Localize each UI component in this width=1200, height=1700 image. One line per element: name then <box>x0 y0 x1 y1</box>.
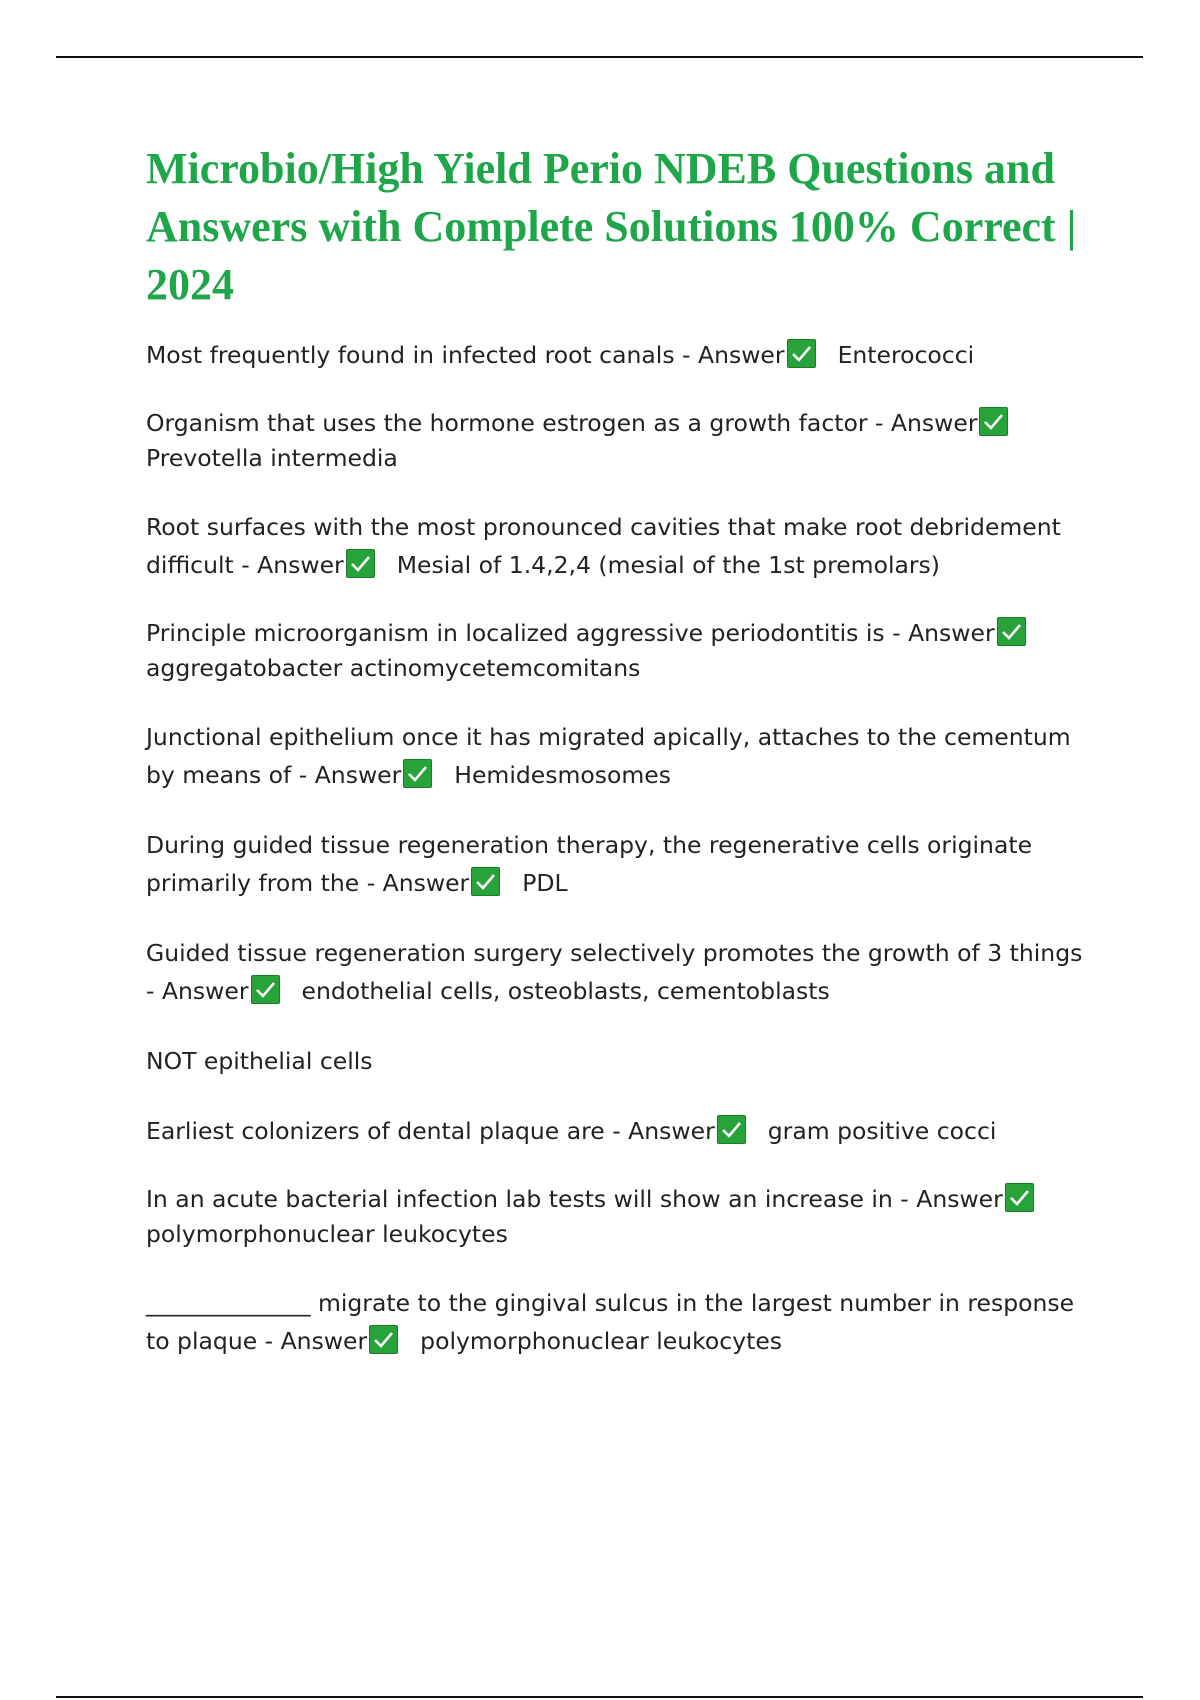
answer-text: Hemidesmosomes <box>454 761 671 789</box>
answer-text: aggregatobacter actinomycetemcomitans <box>146 654 641 682</box>
answer-label: Answer <box>257 551 344 579</box>
question-text: In an acute bacterial infection lab tests will show an increase in - <box>146 1185 917 1213</box>
qa-item <box>146 336 1096 374</box>
answer-label: Answer <box>890 409 978 437</box>
answer-text: PDL <box>522 869 568 897</box>
qa-item <box>146 1112 1096 1150</box>
qa-item <box>146 406 1096 476</box>
question-text: ______________ migrate to the gingival sulcus in the largest number in response to plaque - <box>146 1289 1075 1355</box>
question-text: Most frequently found in infected root canals - <box>146 341 698 369</box>
question-text: Junctional epithelium once it has migrated apically, attaches to the cementum by means of - <box>146 723 1071 789</box>
answer-label: Answer <box>382 869 470 897</box>
qa-item <box>146 718 1096 794</box>
qa-item <box>146 934 1096 1010</box>
check-mark-icon <box>346 549 375 578</box>
question-text: Organism that uses the hormone estrogen as a growth factor - <box>146 409 891 437</box>
check-mark-icon <box>403 759 432 788</box>
answer-text: polymorphonuclear leukocytes <box>420 1327 783 1355</box>
question-text: Guided tissue regeneration surgery selectively promotes the growth of 3 things - <box>146 939 1083 1005</box>
qa-item <box>146 1284 1096 1360</box>
answer-text: Enterococci <box>837 341 975 369</box>
answer-label: Answer <box>916 1185 1003 1213</box>
question-text: Principle microorganism in localized aggressive periodontitis is - <box>146 619 909 647</box>
answer-label: Answer <box>314 761 402 789</box>
check-mark-icon <box>1005 1183 1034 1212</box>
check-mark-icon <box>717 1115 746 1144</box>
answer-label: Answer <box>161 977 249 1005</box>
answer-text: Mesial of 1.4,2,4 (mesial of the 1st premolars) <box>396 551 940 579</box>
question-text: Earliest colonizers of dental plaque are - <box>146 1117 629 1145</box>
answer-text: Prevotella intermedia <box>146 444 398 472</box>
qa-item <box>146 616 1096 686</box>
answer-label: Answer <box>698 341 785 369</box>
answer-text: polymorphonuclear leukocytes <box>146 1220 508 1248</box>
note-text: NOT epithelial cells <box>146 1047 373 1075</box>
answer-label: Answer <box>628 1117 715 1145</box>
check-mark-icon <box>997 617 1026 646</box>
check-mark-icon <box>369 1325 398 1354</box>
qa-item <box>146 1182 1096 1252</box>
answer-label: Answer <box>280 1327 368 1355</box>
page-title: Microbio/High Yield Perio NDEB Questions and Answers with Complete Solutions 100% Correct | 2024 <box>146 144 1077 309</box>
document-body <box>146 140 1096 1392</box>
answer-text: gram positive cocci <box>767 1117 997 1145</box>
check-mark-icon <box>471 867 500 896</box>
qa-item <box>146 826 1096 902</box>
bottom-rule <box>56 1696 1143 1698</box>
check-mark-icon <box>979 407 1008 436</box>
question-text: During guided tissue regeneration therapy, the regenerative cells originate primarily from the - <box>146 831 1033 897</box>
answer-label: Answer <box>908 619 995 647</box>
check-mark-icon <box>251 975 280 1004</box>
qa-item <box>146 508 1096 584</box>
answer-text: endothelial cells, osteoblasts, cementoblasts <box>301 977 830 1005</box>
question-text: Root surfaces with the most pronounced cavities that make root debridement difficult - <box>146 513 1061 579</box>
top-rule <box>56 56 1143 58</box>
check-mark-icon <box>787 339 816 368</box>
